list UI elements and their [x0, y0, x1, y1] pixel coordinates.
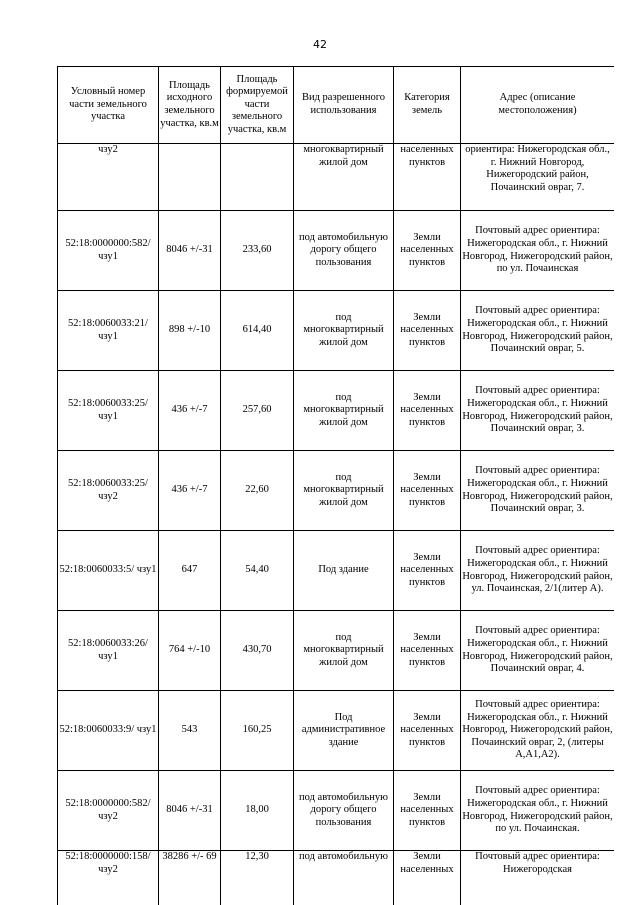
- cell-part-area: 614,40: [221, 291, 294, 371]
- cell-part-area: [221, 144, 294, 211]
- parcel-table: [57, 66, 614, 905]
- cell-permitted-use: под автомобильную: [294, 851, 394, 905]
- cell-part-area: 18,00: [221, 771, 294, 851]
- table-row: [58, 211, 615, 291]
- header-parcel-number: Условный номер части земельного участка: [58, 67, 159, 144]
- table-row: [58, 851, 615, 905]
- cell-source-area: 543: [159, 691, 221, 771]
- cell-land-category: Земли населенных пунктов: [394, 211, 461, 291]
- cell-address: Почтовый адрес ориентира: Нижегородская: [461, 851, 615, 905]
- cell-land-category: Земли населенных пунктов: [394, 371, 461, 451]
- cell-part-area: 54,40: [221, 531, 294, 611]
- cell-land-category: Земли населенных пунктов: [394, 291, 461, 371]
- cell-source-area: 436 +/-7: [159, 371, 221, 451]
- header-land-category: Категория земель: [394, 67, 461, 144]
- cell-land-category: Земли населенных пунктов: [394, 531, 461, 611]
- table-row: [58, 451, 615, 531]
- cell-source-area: 8046 +/-31: [159, 211, 221, 291]
- page-number: 42: [313, 38, 327, 51]
- cell-part-area: 430,70: [221, 611, 294, 691]
- cell-address: Почтовый адрес ориентира: Нижегородская обл., г. Нижний Новгород, Нижегородский район, Почаинский овраг, 4.: [461, 611, 615, 691]
- header-part-area: Площадь формируемой части земельного участка, кв.м: [221, 67, 294, 144]
- cell-permitted-use: под автомобильную дорогу общего пользования: [294, 771, 394, 851]
- cell-address: Почтовый адрес ориентира: Нижегородская обл., г. Нижний Новгород, Нижегородский район, Почаинский овраг, 5.: [461, 291, 615, 371]
- cell-parcel-number: 52:18:0060033:5/ чзу1: [58, 531, 159, 611]
- cell-parcel-number: чзу2: [58, 144, 159, 211]
- header-permitted-use: Вид разрешенного использования: [294, 67, 394, 144]
- cell-land-category: Земли населенных пунктов: [394, 611, 461, 691]
- table-row: [58, 144, 615, 211]
- cell-part-area: 257,60: [221, 371, 294, 451]
- cell-permitted-use: под автомобильную дорогу общего пользования: [294, 211, 394, 291]
- cell-parcel-number: 52:18:0060033:25/ чзу2: [58, 451, 159, 531]
- table-header-row: [58, 67, 615, 144]
- cell-land-category: Земли населенных пунктов: [394, 771, 461, 851]
- cell-permitted-use: под многоквартирный жилой дом: [294, 371, 394, 451]
- cell-parcel-number: 52:18:0060033:21/ чзу1: [58, 291, 159, 371]
- cell-permitted-use: под многоквартирный жилой дом: [294, 291, 394, 371]
- cell-land-category: населенных пунктов: [394, 144, 461, 211]
- table-row: [58, 531, 615, 611]
- cell-land-category: Земли населенных пунктов: [394, 691, 461, 771]
- cell-address: Почтовый адрес ориентира: Нижегородская обл., г. Нижний Новгород, Нижегородский район, по ул. Почаинская: [461, 211, 615, 291]
- cell-part-area: 22,60: [221, 451, 294, 531]
- cell-permitted-use: многоквартирный жилой дом: [294, 144, 394, 211]
- table-row: [58, 371, 615, 451]
- cell-parcel-number: 52:18:0000000:158/ чзу2: [58, 851, 159, 905]
- cell-address: Почтовый адрес ориентира: Нижегородская обл., г. Нижний Новгород, Нижегородский район, ул. Почаинская, 2/1(литер А).: [461, 531, 615, 611]
- cell-parcel-number: 52:18:0000000:582/ чзу2: [58, 771, 159, 851]
- cell-address: Почтовый адрес ориентира: Нижегородская обл., г. Нижний Новгород, Нижегородский район, по ул. Почаинская.: [461, 771, 615, 851]
- header-source-area: Площадь исходного земельного участка, кв.м: [159, 67, 221, 144]
- cell-parcel-number: 52:18:0060033:25/ чзу1: [58, 371, 159, 451]
- cell-source-area: 38286 +/- 69: [159, 851, 221, 905]
- parcel-table-container: [57, 66, 614, 905]
- header-address: Адрес (описание местоположения): [461, 67, 615, 144]
- cell-source-area: 898 +/-10: [159, 291, 221, 371]
- cell-permitted-use: Под здание: [294, 531, 394, 611]
- cell-part-area: 12,30: [221, 851, 294, 905]
- cell-address: Почтовый адрес ориентира: Нижегородская обл., г. Нижний Новгород, Нижегородский район, Почаинский овраг, 3.: [461, 451, 615, 531]
- cell-part-area: 233,60: [221, 211, 294, 291]
- cell-source-area: 764 +/-10: [159, 611, 221, 691]
- cell-address: Почтовый адрес ориентира: Нижегородская обл., г. Нижний Новгород, Нижегородский район, Почаинский овраг, 2, (литеры А,А1,А2).: [461, 691, 615, 771]
- cell-part-area: 160,25: [221, 691, 294, 771]
- table-row: [58, 291, 615, 371]
- cell-address: ориентира: Нижегородская обл., г. Нижний Новгород, Нижегородский район, Почаинский овраг, 7.: [461, 144, 615, 211]
- cell-source-area: [159, 144, 221, 211]
- cell-address: Почтовый адрес ориентира: Нижегородская обл., г. Нижний Новгород, Нижегородский район, Почаинский овраг, 3.: [461, 371, 615, 451]
- cell-land-category: Земли населенных пунктов: [394, 451, 461, 531]
- cell-permitted-use: Под административное здание: [294, 691, 394, 771]
- cell-land-category: Земли населенных: [394, 851, 461, 905]
- cell-parcel-number: 52:18:0060033:9/ чзу1: [58, 691, 159, 771]
- table-row: [58, 611, 615, 691]
- table-row: [58, 691, 615, 771]
- cell-source-area: 8046 +/-31: [159, 771, 221, 851]
- cell-permitted-use: под многоквартирный жилой дом: [294, 451, 394, 531]
- cell-parcel-number: 52:18:0060033:26/ чзу1: [58, 611, 159, 691]
- cell-source-area: 436 +/-7: [159, 451, 221, 531]
- cell-parcel-number: 52:18:0000000:582/ чзу1: [58, 211, 159, 291]
- cell-permitted-use: под многоквартирный жилой дом: [294, 611, 394, 691]
- table-row: [58, 771, 615, 851]
- cell-source-area: 647: [159, 531, 221, 611]
